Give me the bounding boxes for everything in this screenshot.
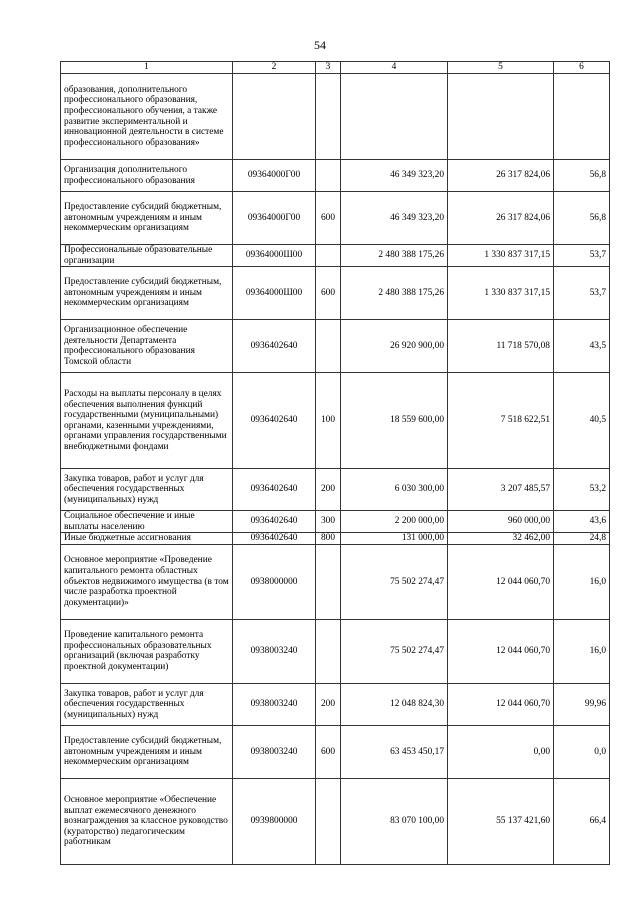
cell-expense-type: 200	[316, 469, 341, 511]
cell-fact: 12 044 060,70	[448, 683, 554, 725]
cell-percent: 66,4	[554, 778, 610, 864]
cell-plan: 2 200 000,00	[341, 511, 448, 533]
cell-expense-type	[316, 320, 341, 373]
cell-fact: 32 462,00	[448, 533, 554, 545]
cell-name: Социальное обеспечение и иные выплаты населению	[61, 511, 233, 533]
column-header-3: 3	[316, 62, 341, 74]
cell-code: 0938003240	[233, 725, 316, 778]
cell-name: образования, дополнительного профессионального образования, профессионального обучения, а также развитие экспериментальной и инновационной деятельности в системе профессионального образования»	[61, 74, 233, 160]
cell-plan: 18 559 600,00	[341, 373, 448, 469]
table-row	[61, 160, 610, 192]
column-header-5: 5	[448, 62, 554, 74]
budget-table	[60, 61, 610, 865]
cell-plan: 12 048 824,30	[341, 683, 448, 725]
cell-expense-type: 800	[316, 533, 341, 545]
cell-percent: 16,0	[554, 544, 610, 619]
cell-expense-type	[316, 544, 341, 619]
cell-fact	[448, 74, 554, 160]
cell-percent: 56,8	[554, 192, 610, 245]
cell-name: Проведение капитального ремонта профессиональных образовательных организаций (включая разработку проектной документации)	[61, 619, 233, 683]
cell-expense-type	[316, 245, 341, 267]
table-body	[61, 74, 610, 865]
table-row	[61, 511, 610, 533]
cell-fact: 960 000,00	[448, 511, 554, 533]
cell-name: Предоставление субсидий бюджетным, автономным учреждениям и иным некоммерческим организациям	[61, 192, 233, 245]
table-row	[61, 544, 610, 619]
cell-fact: 26 317 824,06	[448, 192, 554, 245]
header-row	[61, 62, 610, 74]
cell-code: 0936402640	[233, 320, 316, 373]
cell-expense-type	[316, 778, 341, 864]
cell-code	[233, 74, 316, 160]
cell-fact: 11 718 570,08	[448, 320, 554, 373]
cell-plan: 2 480 388 175,26	[341, 245, 448, 267]
cell-plan: 75 502 274,47	[341, 619, 448, 683]
cell-plan: 131 000,00	[341, 533, 448, 545]
table-row	[61, 245, 610, 267]
cell-code: 0936402640	[233, 373, 316, 469]
table-row	[61, 320, 610, 373]
cell-percent: 40,5	[554, 373, 610, 469]
cell-plan	[341, 74, 448, 160]
cell-percent: 53,2	[554, 469, 610, 511]
cell-percent: 24,8	[554, 533, 610, 545]
cell-code: 0936402640	[233, 511, 316, 533]
cell-code: 0939800000	[233, 778, 316, 864]
column-header-1: 1	[61, 62, 233, 74]
cell-name: Организация дополнительного профессионального образования	[61, 160, 233, 192]
cell-fact: 12 044 060,70	[448, 544, 554, 619]
cell-name: Закупка товаров, работ и услуг для обеспечения государственных (муниципальных) нужд	[61, 683, 233, 725]
cell-expense-type: 600	[316, 192, 341, 245]
cell-code: 09364000Г00	[233, 192, 316, 245]
cell-code: 09364000Ш00	[233, 245, 316, 267]
cell-expense-type: 600	[316, 267, 341, 320]
table-row	[61, 778, 610, 864]
table-row	[61, 192, 610, 245]
table-row	[61, 267, 610, 320]
cell-name: Расходы на выплаты персоналу в целях обеспечения выполнения функций государственными (муниципальными) органами, казенными учреждениями, органами управления государственными внебюджетными фондами	[61, 373, 233, 469]
cell-percent: 99,96	[554, 683, 610, 725]
cell-fact: 0,00	[448, 725, 554, 778]
column-header-2: 2	[233, 62, 316, 74]
cell-name: Основное мероприятие «Обеспечение выплат ежемесячного денежного вознаграждения за классное руководство (кураторство) педагогическим работникам	[61, 778, 233, 864]
cell-plan: 46 349 323,20	[341, 192, 448, 245]
cell-name: Предоставление субсидий бюджетным, автономным учреждениям и иным некоммерческим организациям	[61, 725, 233, 778]
cell-name: Закупка товаров, работ и услуг для обеспечения государственных (муниципальных) нужд	[61, 469, 233, 511]
column-header-4: 4	[341, 62, 448, 74]
cell-name: Предоставление субсидий бюджетным, автономным учреждениям и иным некоммерческим организациям	[61, 267, 233, 320]
cell-percent	[554, 74, 610, 160]
cell-percent: 43,5	[554, 320, 610, 373]
cell-expense-type	[316, 74, 341, 160]
cell-code: 0938003240	[233, 683, 316, 725]
cell-fact: 1 330 837 317,15	[448, 267, 554, 320]
table-row	[61, 373, 610, 469]
cell-name: Основное мероприятие «Проведение капитального ремонта областных объектов недвижимого имущества (в том числе разработка проектной документации)»	[61, 544, 233, 619]
cell-percent: 0,0	[554, 725, 610, 778]
cell-code: 0936402640	[233, 469, 316, 511]
cell-code: 0938000000	[233, 544, 316, 619]
cell-fact: 1 330 837 317,15	[448, 245, 554, 267]
cell-plan: 75 502 274,47	[341, 544, 448, 619]
cell-plan: 46 349 323,20	[341, 160, 448, 192]
cell-percent: 53,7	[554, 267, 610, 320]
page-number: 54	[314, 38, 326, 52]
cell-plan: 83 070 100,00	[341, 778, 448, 864]
cell-fact: 3 207 485,57	[448, 469, 554, 511]
cell-fact: 26 317 824,06	[448, 160, 554, 192]
cell-fact: 12 044 060,70	[448, 619, 554, 683]
cell-expense-type	[316, 619, 341, 683]
cell-percent: 43,6	[554, 511, 610, 533]
table-row	[61, 619, 610, 683]
cell-name: Организационное обеспечение деятельности Департамента профессионального образования Томской области	[61, 320, 233, 373]
cell-name: Профессиональные образовательные организации	[61, 245, 233, 267]
cell-code: 0938003240	[233, 619, 316, 683]
table-row	[61, 725, 610, 778]
table-row	[61, 533, 610, 545]
column-header-6: 6	[554, 62, 610, 74]
cell-code: 09364000Г00	[233, 160, 316, 192]
cell-code: 09364000Ш00	[233, 267, 316, 320]
cell-fact: 7 518 622,51	[448, 373, 554, 469]
cell-plan: 63 453 450,17	[341, 725, 448, 778]
table-row	[61, 469, 610, 511]
cell-expense-type: 600	[316, 725, 341, 778]
cell-plan: 6 030 300,00	[341, 469, 448, 511]
cell-percent: 56,8	[554, 160, 610, 192]
cell-expense-type: 100	[316, 373, 341, 469]
cell-percent: 16,0	[554, 619, 610, 683]
table-row	[61, 683, 610, 725]
cell-expense-type: 200	[316, 683, 341, 725]
cell-percent: 53,7	[554, 245, 610, 267]
cell-name: Иные бюджетные ассигнования	[61, 533, 233, 545]
cell-plan: 26 920 900,00	[341, 320, 448, 373]
cell-plan: 2 480 388 175,26	[341, 267, 448, 320]
cell-expense-type: 300	[316, 511, 341, 533]
cell-fact: 55 137 421,60	[448, 778, 554, 864]
cell-code: 0936402640	[233, 533, 316, 545]
table-row	[61, 74, 610, 160]
cell-expense-type	[316, 160, 341, 192]
